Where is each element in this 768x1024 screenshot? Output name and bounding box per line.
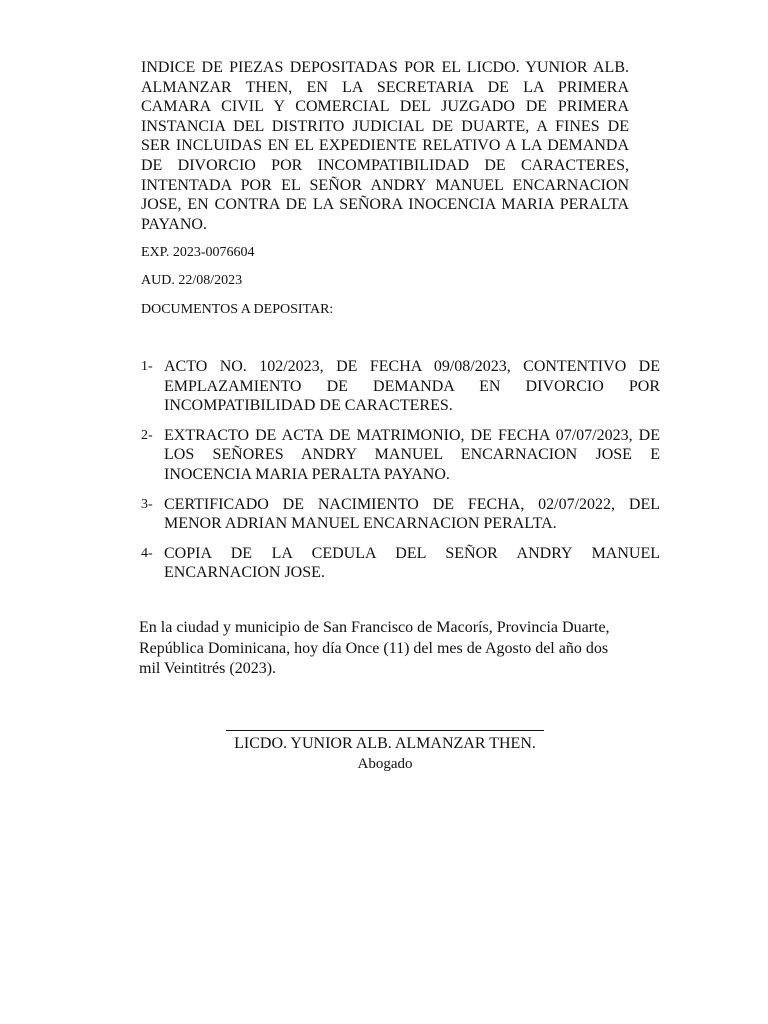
documents-heading: DOCUMENTOS A DEPOSITAR: — [141, 302, 334, 317]
closing-paragraph: En la ciudad y municipio de San Francisco de Macorís, Provincia Duarte, República Dominicana, hoy día Once (11) del mes de Agosto del año dos mil Veintitrés (2023). — [139, 619, 610, 677]
list-item — [141, 544, 660, 583]
list-item — [141, 426, 660, 485]
signer-title: Abogado — [357, 756, 413, 772]
list-item-text: ACTO NO. 102/2023, DE FECHA 09/08/2023, CONTENTIVO DE EMPLAZAMIENTO DE DEMANDA EN DIVORCIO POR INCOMPATIBILIDAD DE CARACTERES. — [164, 358, 660, 415]
list-item-number: 4- — [141, 545, 153, 561]
list-item — [141, 357, 660, 416]
list-item-number: 1- — [141, 359, 153, 374]
list-item-text: COPIA DE LA CEDULA DEL SEÑOR ANDRY MANUEL ENCARNACION JOSE. — [164, 544, 660, 582]
expediente-number: EXP. 2023-0076604 — [141, 245, 255, 260]
list-item-number: 2- — [141, 427, 153, 443]
signer-name: LICDO. YUNIOR ALB. ALMANZAR THEN. — [234, 735, 536, 752]
signature-block — [226, 730, 544, 774]
list-item-number: 3- — [141, 496, 153, 512]
audiencia-date: AUD. 22/08/2023 — [141, 273, 243, 288]
signature-line — [226, 730, 544, 731]
documents-list — [141, 357, 660, 583]
list-item — [141, 495, 660, 534]
list-item-text: CERTIFICADO DE NACIMIENTO DE FECHA, 02/07/2022, DEL MENOR ADRIAN MANUEL ENCARNACION PERALTA. — [164, 495, 660, 533]
list-item-text: EXTRACTO DE ACTA DE MATRIMONIO, DE FECHA 07/07/2023, DE LOS SEÑORES ANDRY MANUEL ENCARNACION JOSE E INOCENCIA MARIA PERALTA PAYANO. — [164, 426, 660, 483]
document-intro: INDICE DE PIEZAS DEPOSITADAS POR EL LICDO. YUNIOR ALB. ALMANZAR THEN, EN LA SECRETARIA DE LA PRIMERA CAMARA CIVIL Y COMERCIAL DEL JUZGADO DE PRIMERA INSTANCIA DEL DISTRITO JUDICIAL DE DUARTE, A FINES DE SER INCLUIDAS EN EL EXPEDIENTE RELATIVO A LA DEMANDA DE DIVORCIO POR INCOMPATIBILIDAD DE CARACTERES, INTENTADA POR EL SEÑOR ANDRY MANUEL ENCARNACION JOSE, EN CONTRA DE LA SEÑORA INOCENCIA MARIA PERALTA PAYANO. — [141, 59, 629, 233]
